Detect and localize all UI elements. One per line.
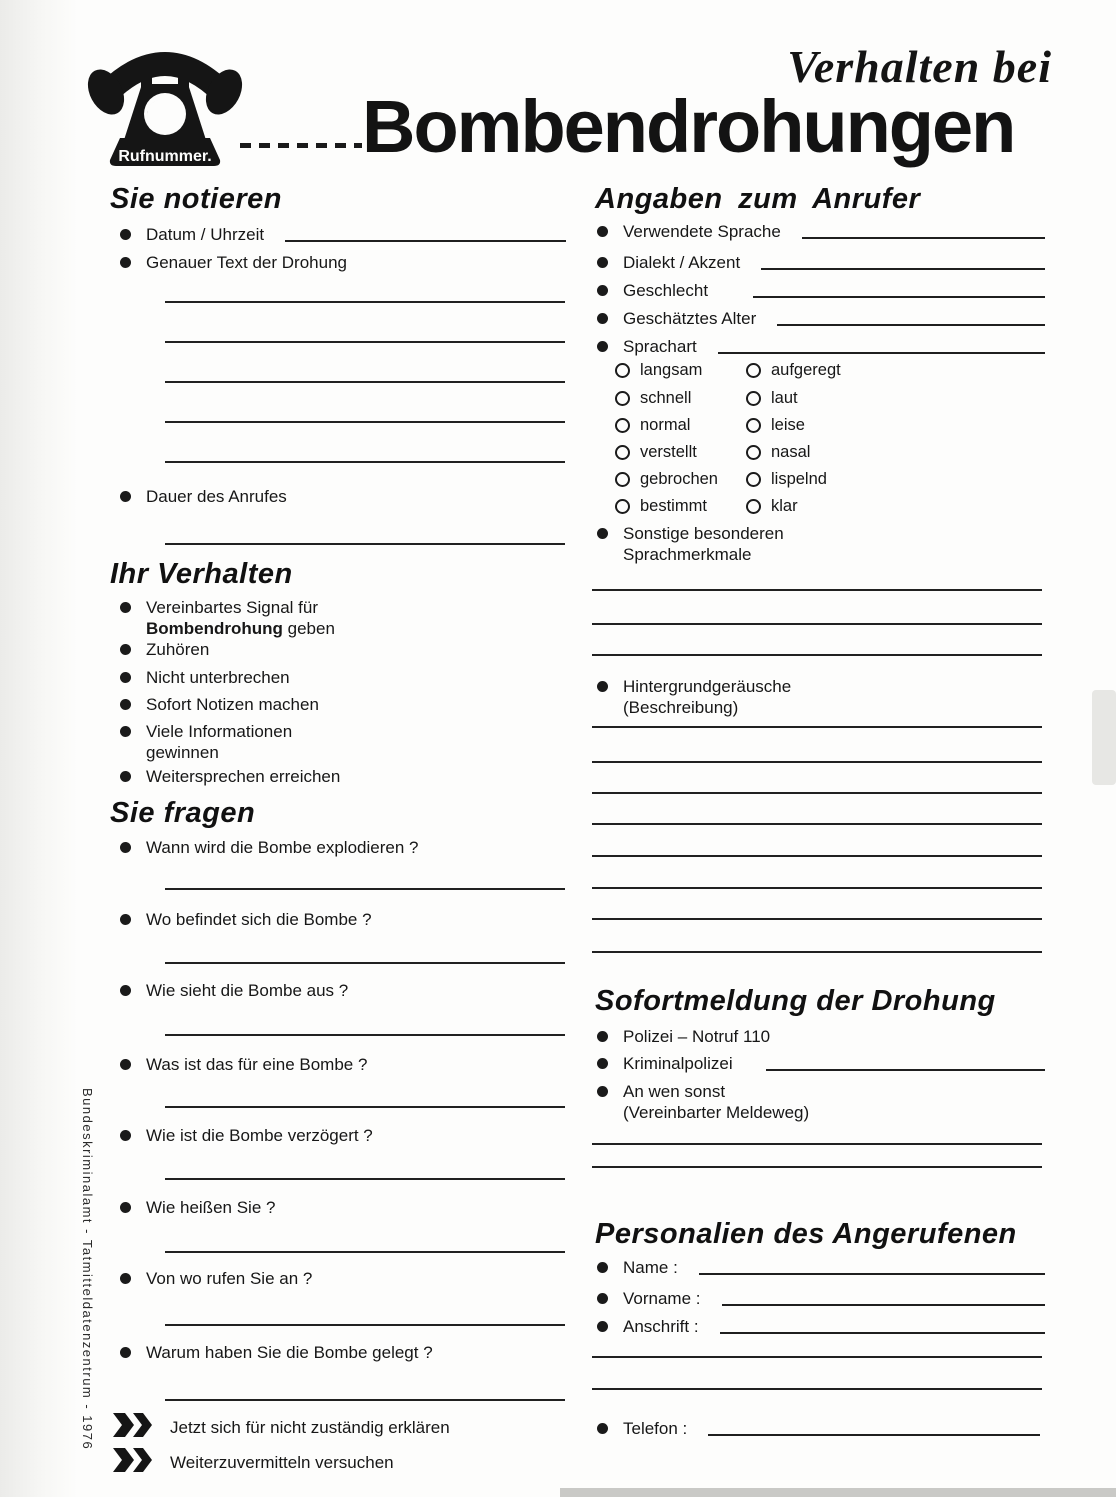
field-anschrift: Anschrift : [597, 1316, 1045, 1337]
bullet-icon [120, 1273, 131, 1284]
field-sprachart: Sprachart [597, 336, 1045, 357]
bullet-icon [120, 1347, 131, 1358]
behavior-item-notizen: Sofort Notizen machen [120, 694, 566, 715]
field-telefon: Telefon : [597, 1418, 1040, 1439]
question-row: Von wo rufen Sie an ? [120, 1268, 566, 1289]
radio-circle-icon [746, 418, 761, 433]
bullet-icon [597, 1293, 608, 1304]
bullet-icon [597, 1321, 608, 1332]
field-dauer-anruf: Dauer des Anrufes [120, 486, 566, 507]
write-in-line [165, 1324, 565, 1326]
write-in-line [720, 1332, 1045, 1334]
radio-circle-icon [615, 418, 630, 433]
radio-circle-icon [746, 363, 761, 378]
telephone-icon [86, 40, 244, 173]
sprachart-option-row: normal leise [615, 416, 805, 435]
write-in-line [165, 962, 565, 964]
field-geschlecht: Geschlecht [597, 280, 1045, 301]
field-name: Name : [597, 1257, 1045, 1278]
section-sie-fragen-heading: Sie fragen [110, 797, 256, 829]
write-in-line [165, 1106, 565, 1108]
write-in-line [165, 543, 565, 545]
bullet-icon [597, 226, 608, 237]
bullet-icon [597, 1423, 608, 1434]
write-in-line [708, 1434, 1040, 1436]
write-in-line [592, 855, 1042, 857]
question-row: Wie heißen Sie ? [120, 1197, 566, 1218]
field-datum-uhrzeit: Datum / Uhrzeit [120, 224, 566, 245]
behavior-item-weitersprechen: Weitersprechen erreichen [120, 766, 566, 787]
bullet-icon [597, 528, 608, 539]
section-ihr-verhalten-heading: Ihr Verhalten [110, 558, 293, 590]
write-in-line [699, 1273, 1045, 1275]
radio-circle-icon [615, 472, 630, 487]
bullet-icon [120, 1059, 131, 1070]
bullet-icon [120, 842, 131, 853]
double-arrow-icon [112, 1447, 154, 1478]
field-geschaetztes-alter: Geschätztes Alter [597, 308, 1045, 329]
radio-circle-icon [615, 499, 630, 514]
write-in-line [165, 461, 565, 463]
write-in-line [761, 268, 1045, 270]
write-in-line [165, 1034, 565, 1036]
bullet-icon [597, 1031, 608, 1042]
field-hintergrundgeraeusche: Hintergrundgeräusche (Beschreibung) [597, 676, 1045, 718]
bullet-icon [120, 1202, 131, 1213]
question-row: Wann wird die Bombe explodieren ? [120, 837, 566, 858]
write-in-line [592, 589, 1042, 591]
sprachart-option-row: bestimmt klar [615, 497, 798, 516]
write-in-line [592, 623, 1042, 625]
bullet-icon [120, 257, 131, 268]
form-title-line2: Bombendrohungen [362, 85, 1015, 168]
bullet-icon [597, 1058, 608, 1069]
field-dialekt-akzent: Dialekt / Akzent [597, 252, 1045, 273]
field-an-wen-sonst: An wen sonst (Vereinbarter Meldeweg) [597, 1081, 1045, 1123]
write-in-line [592, 887, 1042, 889]
section-sofortmeldung-heading: Sofortmeldung der Drohung [595, 985, 996, 1017]
bullet-icon [120, 985, 131, 996]
bullet-icon [120, 229, 131, 240]
bullet-icon [120, 726, 131, 737]
radio-circle-icon [615, 391, 630, 406]
question-row: Wie sieht die Bombe aus ? [120, 980, 566, 1001]
write-in-line [165, 301, 565, 303]
sprachart-option-row: schnell laut [615, 389, 798, 408]
question-row: Wie ist die Bombe verzögert ? [120, 1125, 566, 1146]
write-in-line [722, 1304, 1046, 1306]
scan-artifact [1092, 690, 1116, 785]
behavior-item-zuhoeren: Zuhören [120, 639, 566, 660]
field-genauer-text: Genauer Text der Drohung [120, 252, 566, 273]
write-in-line [592, 951, 1042, 953]
write-in-line [165, 341, 565, 343]
bullet-icon [120, 491, 131, 502]
scan-bottom-bar [560, 1488, 1116, 1497]
rufnummer-label: Rufnummer. [118, 148, 212, 165]
instruction-row: Weiterzuvermitteln versuchen [112, 1447, 394, 1478]
write-in-line [165, 1178, 565, 1180]
write-in-line [592, 726, 1042, 728]
write-in-line [592, 1388, 1042, 1390]
field-kriminalpolizei: Kriminalpolizei [597, 1053, 1045, 1074]
bullet-icon [597, 285, 608, 296]
write-in-line [165, 421, 565, 423]
section-personalien-heading: Personalien des Angerufenen [595, 1218, 1017, 1250]
write-in-line [592, 654, 1042, 656]
behavior-item-signal: Vereinbartes Signal für Bombendrohung geben [120, 597, 566, 639]
bullet-icon [597, 341, 608, 352]
bullet-icon [120, 644, 131, 655]
write-in-line [592, 1356, 1042, 1358]
write-in-line [777, 324, 1045, 326]
write-in-line [592, 823, 1042, 825]
write-in-line [766, 1069, 1045, 1071]
bullet-icon [120, 602, 131, 613]
bullet-icon [597, 257, 608, 268]
field-verwendete-sprache: Verwendete Sprache [597, 221, 1045, 242]
sprachart-option-row: gebrochen lispelnd [615, 470, 827, 489]
form-title-line1: Verhalten bei [787, 41, 1052, 92]
write-in-line [592, 1166, 1042, 1168]
instruction-row: Jetzt sich für nicht zuständig erklären [112, 1412, 450, 1443]
bullet-icon [597, 681, 608, 692]
write-in-line [285, 240, 566, 242]
field-sonstige-sprachmerkmale: Sonstige besonderen Sprachmerkmale [597, 523, 1045, 565]
section-sie-notieren-heading: Sie notieren [110, 183, 282, 215]
field-polizei-notruf: Polizei – Notruf 110 [597, 1026, 1045, 1047]
section-angaben-heading: Angaben zum Anrufer [595, 183, 921, 215]
question-row: Warum haben Sie die Bombe gelegt ? [120, 1342, 566, 1363]
radio-circle-icon [615, 363, 630, 378]
bullet-icon [120, 699, 131, 710]
question-row: Wo befindet sich die Bombe ? [120, 909, 566, 930]
bullet-icon [120, 672, 131, 683]
publisher-imprint: Bundeskriminalamt - Tatmitteldatenzentrum - 1976 [80, 1088, 95, 1451]
write-in-line [165, 381, 565, 383]
bullet-icon [597, 1086, 608, 1097]
write-in-line [802, 237, 1045, 239]
double-arrow-icon [112, 1412, 154, 1443]
bullet-icon [597, 313, 608, 324]
bullet-icon [597, 1262, 608, 1273]
behavior-item-informationen: Viele Informationen gewinnen [120, 721, 566, 763]
write-in-line [718, 352, 1045, 354]
sprachart-option-row: verstellt nasal [615, 443, 810, 462]
write-in-line [165, 888, 565, 890]
question-row: Was ist das für eine Bombe ? [120, 1054, 566, 1075]
write-in-line [165, 1399, 565, 1401]
radio-circle-icon [615, 445, 630, 460]
scan-edge-shadow [0, 0, 78, 1497]
behavior-item-nicht-unterbrechen: Nicht unterbrechen [120, 667, 566, 688]
write-in-line [592, 792, 1042, 794]
radio-circle-icon [746, 472, 761, 487]
write-in-line [592, 918, 1042, 920]
write-in-line [592, 1143, 1042, 1145]
bullet-icon [120, 771, 131, 782]
write-in-line [753, 296, 1045, 298]
rufnummer-dashed-line [240, 143, 362, 148]
write-in-line [592, 761, 1042, 763]
radio-circle-icon [746, 391, 761, 406]
write-in-line [165, 1251, 565, 1253]
bullet-icon [120, 914, 131, 925]
bullet-icon [120, 1130, 131, 1141]
radio-circle-icon [746, 499, 761, 514]
field-vorname: Vorname : [597, 1288, 1045, 1309]
sprachart-option-row: langsam aufgeregt [615, 361, 841, 380]
radio-circle-icon [746, 445, 761, 460]
